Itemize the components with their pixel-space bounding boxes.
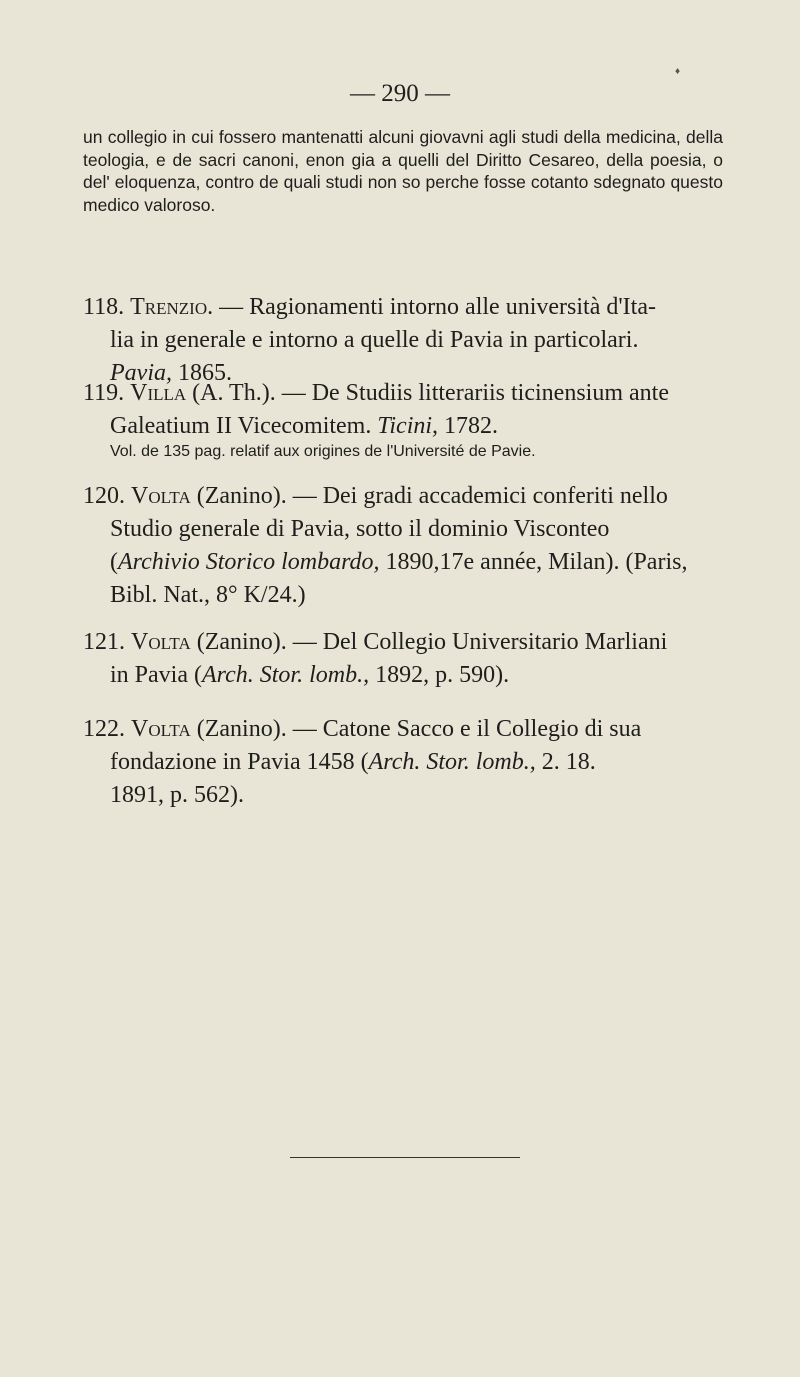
entry-number: 118. bbox=[83, 294, 125, 320]
entry-author: Volta bbox=[131, 629, 191, 655]
lead-paragraph: un collegio in cui fossero mantenatti alcuni giovavni agli studi della medicina, della teologia, e de sacri canoni, enon gia a quelli del Diritto Cesareo, della poesia, o del' eloquenza, contro de quali studi non so perche fosse cotanto sdegnato questo medico valoroso. bbox=[83, 127, 723, 215]
entry-author: Trenzio. bbox=[130, 294, 214, 320]
entry-author: Villa bbox=[130, 380, 187, 406]
entry-text: lia in generale e intorno a quelle di Pavia in particolari. bbox=[110, 327, 639, 353]
entry-author: Volta bbox=[131, 716, 191, 742]
entry-citation: (Archivio Storico lombardo, 1890,17e année, Milan). (Paris, bbox=[110, 549, 688, 575]
entry-120 bbox=[83, 480, 738, 612]
entry-122 bbox=[83, 713, 738, 812]
entry-place: Pavia, bbox=[110, 360, 172, 386]
entry-number: 122. bbox=[83, 716, 125, 742]
entry-journal: Arch. Stor. lomb., bbox=[368, 749, 536, 775]
entry-text: — Ragionamenti intorno alle università d'Ita- bbox=[213, 294, 656, 320]
entry-number: 121. bbox=[83, 629, 125, 655]
entry-118 bbox=[83, 291, 738, 390]
entry-citation: Galeatium II Vicecomitem. Ticini, 1782. bbox=[110, 413, 499, 439]
entry-citation: in Pavia (Arch. Stor. lomb., 1892, p. 590). bbox=[110, 662, 510, 688]
entry-number: 119. bbox=[83, 380, 125, 406]
end-rule bbox=[290, 1157, 520, 1158]
entry-text: Studio generale di Pavia, sotto il dominio Visconteo bbox=[110, 516, 610, 542]
entry-author: Volta bbox=[131, 483, 191, 509]
entry-text: 1891, p. 562). bbox=[110, 782, 244, 808]
entry-place: Ticini, bbox=[377, 413, 439, 439]
entry-text: (A. Th.). — De Studiis litterariis ticinensium ante bbox=[186, 380, 669, 406]
entry-text: (Zanino). — Del Collegio Universitario Marliani bbox=[190, 629, 668, 655]
entry-121 bbox=[83, 626, 738, 692]
entry-citation: Pavia, 1865. bbox=[110, 360, 232, 386]
top-mark: ♦ bbox=[675, 66, 681, 77]
entry-119 bbox=[83, 377, 738, 443]
entry-shelfmark: Bibl. Nat., 8° K/24.) bbox=[110, 582, 306, 608]
entry-text: (Zanino). — Dei gradi accademici conferiti nello bbox=[190, 483, 668, 509]
entry-number: 120. bbox=[83, 483, 125, 509]
entry-text: (Zanino). — Catone Sacco e il Collegio di sua bbox=[190, 716, 642, 742]
entry-note: Vol. de 135 pag. relatif aux origines de l'Université de Pavie. bbox=[110, 443, 536, 460]
page-number: — 290 — bbox=[0, 80, 800, 108]
entry-citation: fondazione in Pavia 1458 (Arch. Stor. lomb., 2. 18. bbox=[110, 749, 596, 775]
entry-journal: Arch. Stor. lomb., bbox=[201, 662, 370, 688]
entry-journal: Archivio Storico lombardo, bbox=[118, 549, 380, 575]
